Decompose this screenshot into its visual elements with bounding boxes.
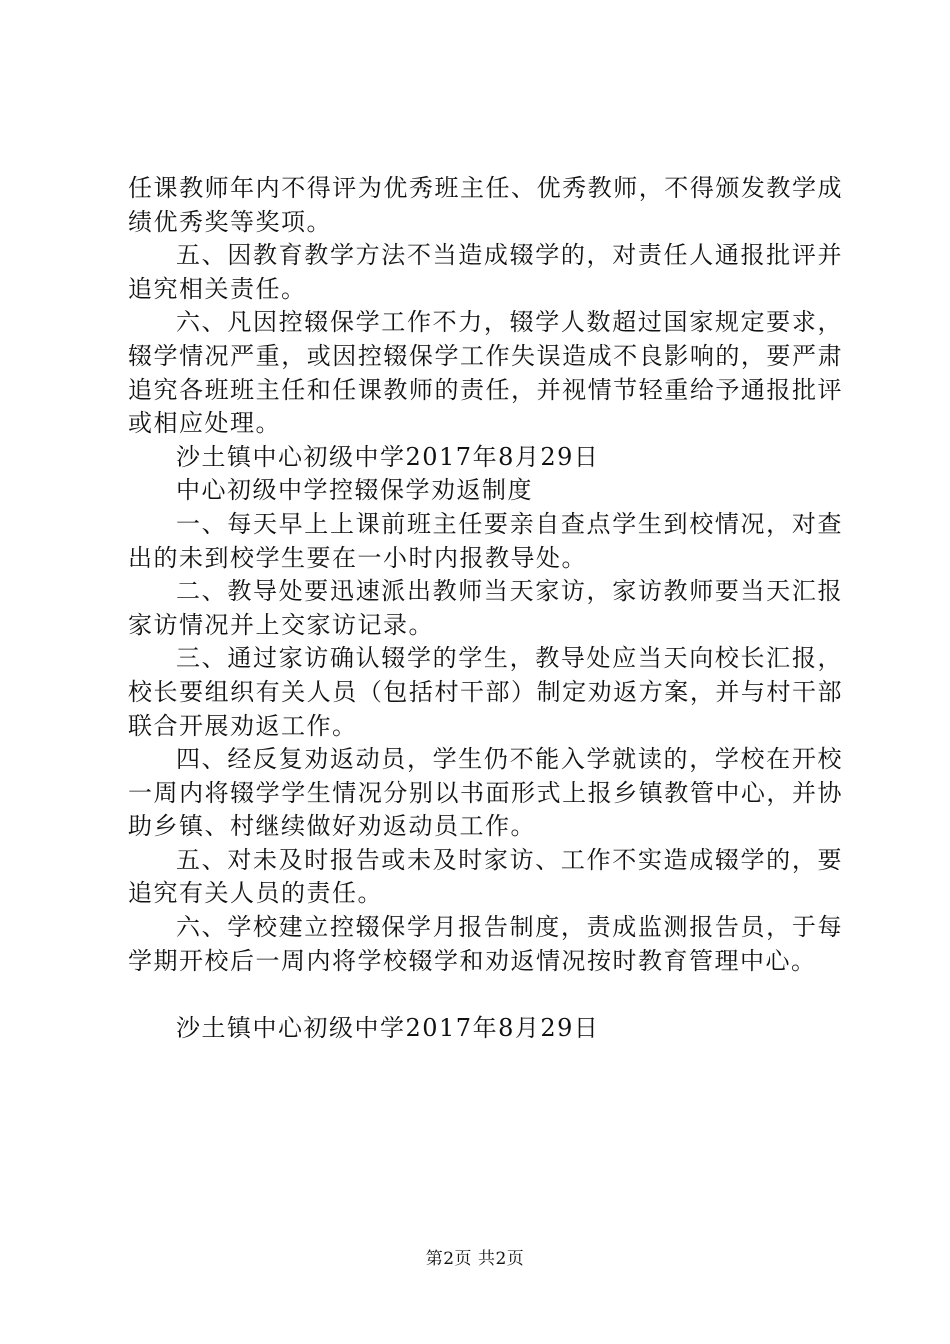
signature-date-final: 沙土镇中心初级中学2017年8月29日 xyxy=(176,1013,600,1042)
paragraph-item-1: 一、每天早上上课前班主任要亲自查点学生到校情况，对查出的未到校学生要在一小时内报教导处。 xyxy=(128,509,843,572)
paragraph-item-3: 三、通过家访确认辍学的学生，教导处应当天向校长汇报，校长要组织有关人员（包括村干部）制定劝返方案，并与村干部联合开展劝返工作。 xyxy=(128,644,843,740)
paragraph-rule-5: 五、因教育教学方法不当造成辍学的，对责任人通报批评并追究相关责任。 xyxy=(128,241,843,303)
document-body xyxy=(128,172,843,1045)
page-footer: 第2页 共2页 xyxy=(425,1249,525,1269)
section-title: 中心初级中学控辍保学劝返制度 xyxy=(176,476,533,505)
paragraph-item-4: 四、经反复劝返动员，学生仍不能入学就读的，学校在开校一周内将辍学学生情况分别以书面形式上报乡镇教管中心，并协助乡镇、村继续做好劝返动员工作。 xyxy=(128,745,843,841)
paragraph-item-2: 二、教导处要迅速派出教师当天家访，家访教师要当天汇报家访情况并上交家访记录。 xyxy=(128,577,843,639)
paragraph-item-5: 五、对未及时报告或未及时家访、工作不实造成辍学的，要追究有关人员的责任。 xyxy=(128,845,843,908)
paragraph-rule-6: 六、凡因控辍保学工作不力，辍学人数超过国家规定要求，辍学情况严重，或因控辍保学工作失误造成不良影响的，要严肃追究各班班主任和任课教师的责任，并视情节轻重给予通报批评或相应处理。 xyxy=(128,308,843,438)
signature-date: 沙土镇中心初级中学2017年8月29日 xyxy=(176,442,600,471)
paragraph-item-6: 六、学校建立控辍保学月报告制度，责成监测报告员，于每学期开校后一周内将学校辍学和劝返情况按时教育管理中心。 xyxy=(128,913,843,975)
paragraph-continuation: 任课教师年内不得评为优秀班主任、优秀教师，不得颁发教学成绩优秀奖等奖项。 xyxy=(128,174,843,236)
